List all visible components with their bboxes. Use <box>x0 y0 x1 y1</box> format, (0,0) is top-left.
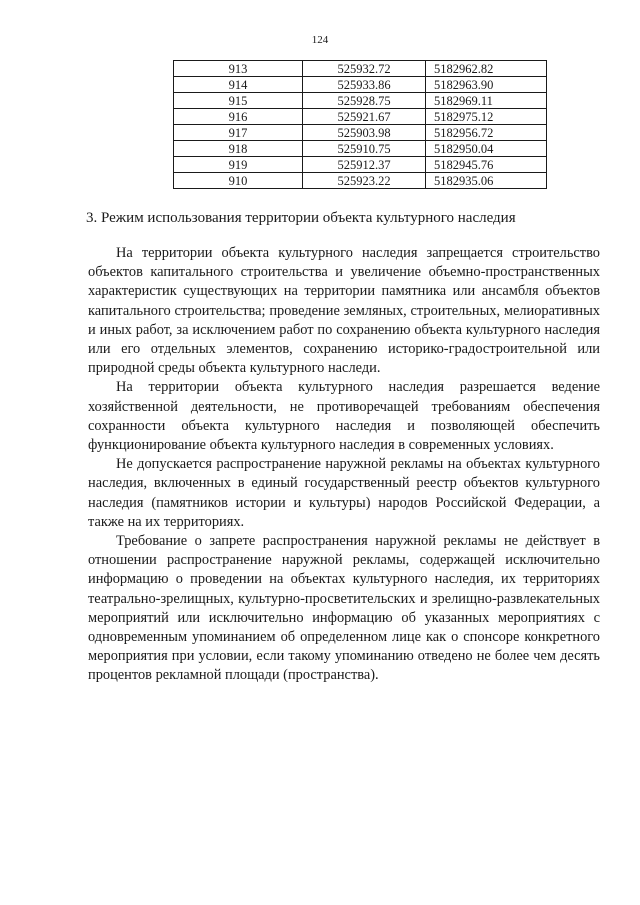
paragraph-construction-ban: На территории объекта культурного наследия запрещается строительство объектов капитального строительства и увеличение объемно-пространственных характеристик существующих на территории памятника или ансамбля объектов капитального строительства; проведение земляных, строительных, мелиоративных и иных работ, за исключением работ по сохранению объекта культурного наследия или его отдельных элементов, сохранению историко-градостроительной или природной среды объекта культурного наследи. <box>88 245 600 377</box>
body-text <box>88 244 600 686</box>
x-coordinate-cell: 525932.72 <box>303 61 426 77</box>
y-coordinate-cell: 5182963.90 <box>426 77 547 93</box>
y-coordinate-cell: 5182962.82 <box>426 61 547 77</box>
table-row <box>174 93 547 109</box>
x-coordinate-cell: 525910.75 <box>303 141 426 157</box>
x-coordinate-cell: 525912.37 <box>303 157 426 173</box>
point-number-cell: 916 <box>174 109 303 125</box>
y-coordinate-cell: 5182956.72 <box>426 125 547 141</box>
page-number: 124 <box>311 34 329 46</box>
point-number-cell: 915 <box>174 93 303 109</box>
table-row <box>174 77 547 93</box>
y-coordinate-cell: 5182935.06 <box>426 173 547 189</box>
table-row <box>174 141 547 157</box>
x-coordinate-cell: 525903.98 <box>303 125 426 141</box>
y-coordinate-cell: 5182945.76 <box>426 157 547 173</box>
point-number-cell: 917 <box>174 125 303 141</box>
section-heading: 3. Режим использования территории объекта культурного наследия <box>86 210 516 226</box>
table-row <box>174 157 547 173</box>
paragraph-advertising-ban: Не допускается распространение наружной рекламы на объектах культурного наследия, включенных в единый государственный реестр объектов культурного наследия (памятников истории и культуры) народов Российской Федерации, а также на их территориях. <box>88 456 600 530</box>
paragraph-economic-activity: На территории объекта культурного наследия разрешается ведение хозяйственной деятельности, не противоречащей требованиям обеспечения сохранности объекта культурного наследия и позволяющей обеспечить функционирование объекта культурного наследия в современных условиях. <box>88 379 600 454</box>
table-row <box>174 109 547 125</box>
point-number-cell: 914 <box>174 77 303 93</box>
x-coordinate-cell: 525923.22 <box>303 173 426 189</box>
coordinates-table <box>173 60 547 189</box>
point-number-cell: 919 <box>174 157 303 173</box>
y-coordinate-cell: 5182975.12 <box>426 109 547 125</box>
y-coordinate-cell: 5182950.04 <box>426 141 547 157</box>
point-number-cell: 910 <box>174 173 303 189</box>
table-row <box>174 125 547 141</box>
paragraph-advertising-exception: Требование о запрете распространения наружной рекламы не действует в отношении распространение наружной рекламы, содержащей исключительно информацию о проведении на объектах культурного наследия, их территориях театрально-зрелищных, культурно-просветительских и зрелищно-развлекательных мероприятий или исключительно информацию об указанных мероприятиях с одновременным упоминанием об определенном лице как о спонсоре конкретного мероприятия при условии, если такому упоминанию отведено не более чем десять процентов рекламной площади (пространства). <box>88 533 600 684</box>
x-coordinate-cell: 525921.67 <box>303 109 426 125</box>
table-row <box>174 173 547 189</box>
table-row <box>174 61 547 77</box>
point-number-cell: 918 <box>174 141 303 157</box>
point-number-cell: 913 <box>174 61 303 77</box>
y-coordinate-cell: 5182969.11 <box>426 93 547 109</box>
x-coordinate-cell: 525928.75 <box>303 93 426 109</box>
x-coordinate-cell: 525933.86 <box>303 77 426 93</box>
